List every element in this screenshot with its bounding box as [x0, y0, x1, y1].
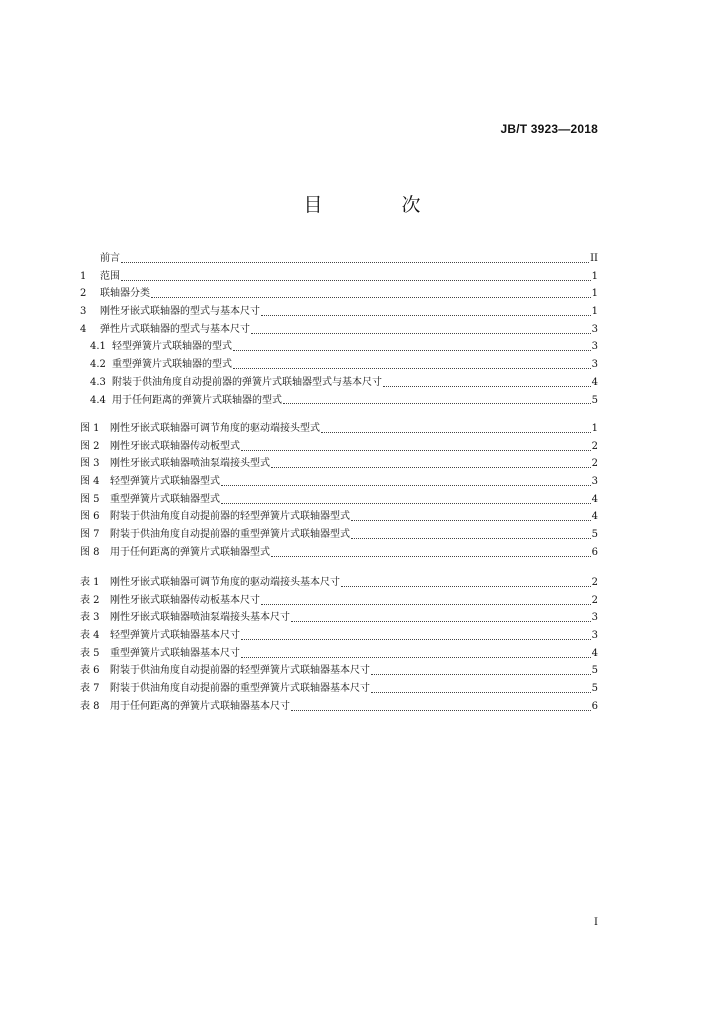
entry-title: 范围	[100, 270, 120, 282]
dot-leader	[321, 431, 591, 433]
entry-page: 3	[591, 476, 598, 488]
toc-entry[interactable]	[80, 392, 598, 410]
entry-page: 3	[591, 341, 598, 353]
dot-leader	[271, 555, 591, 557]
figure-entry[interactable]	[80, 544, 598, 562]
entry-number: 表 5	[80, 647, 100, 659]
entry-page: 3	[591, 323, 598, 335]
entry-page: 1	[591, 270, 598, 282]
entry-title: 轻型弹簧片式联轴器的型式	[112, 341, 232, 353]
entry-title: 刚性牙嵌式联轴器传动板型式	[110, 440, 240, 452]
entry-title: 重型弹簧片式联轴器型式	[110, 493, 220, 505]
entry-number: 2	[80, 288, 87, 300]
dot-leader	[241, 449, 591, 451]
dot-leader	[251, 332, 591, 334]
toc-entry[interactable]	[80, 374, 598, 392]
entry-title: 刚性牙嵌式联轴器喷油泵端接头基本尺寸	[110, 612, 290, 624]
entry-page: 5	[591, 394, 598, 406]
dot-leader	[351, 519, 591, 521]
table-entry[interactable]	[80, 574, 598, 592]
dot-leader	[151, 296, 591, 298]
dot-leader	[121, 261, 589, 263]
toc-entry[interactable]	[80, 250, 598, 268]
entry-title: 刚性牙嵌式联轴器可调节角度的驱动端接头型式	[110, 423, 320, 434]
dot-leader	[241, 638, 591, 640]
dot-leader	[233, 367, 591, 369]
entry-title: 用于任何距离的弹簧片式联轴器型式	[110, 546, 270, 558]
toc-entry[interactable]	[80, 303, 598, 321]
entry-title: 附装于供油角度自动提前器的轻型弹簧片式联轴器型式	[110, 511, 350, 523]
entry-title: 轻型弹簧片式联轴器型式	[110, 476, 220, 488]
entry-page: 3	[591, 359, 598, 371]
entry-number: 表 6	[80, 665, 100, 677]
dot-leader	[221, 484, 591, 486]
entry-title: 轻型弹簧片式联轴器基本尺寸	[110, 630, 240, 642]
entry-page: 2	[591, 458, 598, 470]
figure-entry[interactable]	[80, 473, 598, 491]
entry-page: 5	[591, 683, 598, 695]
entry-number: 4.3	[90, 376, 106, 388]
entry-page: 4	[591, 376, 598, 388]
entry-number: 图 4	[80, 476, 100, 488]
entry-number: 3	[80, 306, 87, 318]
entry-page: II	[590, 253, 598, 264]
entry-number: 4.2	[90, 359, 106, 371]
page-title: 目 次	[303, 194, 451, 216]
entry-page: 4	[591, 511, 598, 523]
page-number: I	[594, 917, 598, 928]
entry-page: 4	[591, 493, 598, 505]
entry-title: 附装于供油角度自动提前器的重型弹簧片式联轴器基本尺寸	[110, 683, 370, 695]
entry-page: 5	[591, 529, 598, 541]
dot-leader	[261, 314, 591, 316]
entry-title: 联轴器分类	[100, 288, 150, 300]
toc-entry[interactable]	[80, 321, 598, 339]
toc-tables	[80, 574, 598, 716]
entry-page: 1	[591, 306, 598, 318]
table-entry[interactable]	[80, 645, 598, 663]
dot-leader	[271, 466, 591, 468]
entry-number: 图 7	[80, 529, 100, 541]
toc-entry[interactable]	[80, 356, 598, 374]
entry-number: 图 3	[80, 458, 100, 470]
entry-number: 表 2	[80, 594, 100, 606]
entry-title: 刚性牙嵌式联轴器传动板基本尺寸	[110, 594, 260, 606]
entry-title: 重型弹簧片式联轴器的型式	[112, 359, 232, 371]
entry-title: 用于任何距离的弹簧片式联轴器的型式	[112, 394, 282, 406]
entry-number: 图 2	[80, 440, 100, 452]
table-entry[interactable]	[80, 592, 598, 610]
entry-title: 弹性片式联轴器的型式与基本尺寸	[100, 323, 250, 335]
entry-number: 图 5	[80, 493, 100, 505]
dot-leader	[383, 385, 591, 387]
entry-number: 表 4	[80, 630, 100, 642]
entry-number: 4.4	[90, 394, 106, 406]
entry-title: 刚性牙嵌式联轴器的型式与基本尺寸	[100, 306, 260, 318]
entry-title: 前言	[100, 253, 120, 264]
figure-entry[interactable]	[80, 420, 598, 438]
entry-page: 2	[591, 577, 598, 588]
entry-title: 附装于供油角度自动提前器的轻型弹簧片式联轴器基本尺寸	[110, 665, 370, 677]
entry-title: 刚性牙嵌式联轴器可调节角度的驱动端接头基本尺寸	[110, 577, 340, 588]
entry-title: 用于任何距离的弹簧片式联轴器基本尺寸	[110, 700, 290, 712]
entry-number: 表 7	[80, 683, 100, 695]
figure-entry[interactable]	[80, 526, 598, 544]
entry-title: 刚性牙嵌式联轴器喷油泵端接头型式	[110, 458, 270, 470]
dot-leader	[371, 691, 591, 693]
table-entry[interactable]	[80, 627, 598, 645]
figure-entry[interactable]	[80, 508, 598, 526]
entry-title: 重型弹簧片式联轴器基本尺寸	[110, 647, 240, 659]
toc-entry[interactable]	[80, 285, 598, 303]
dot-leader	[371, 673, 591, 675]
entry-number: 4	[80, 323, 87, 335]
entry-number: 图 8	[80, 546, 100, 558]
entry-number: 1	[80, 270, 87, 282]
toc-entry[interactable]	[80, 268, 598, 286]
dot-leader	[341, 585, 591, 587]
entry-page: 2	[591, 594, 598, 606]
table-entry[interactable]	[80, 609, 598, 627]
figure-entry[interactable]	[80, 491, 598, 509]
figure-entry[interactable]	[80, 438, 598, 456]
entry-page: 3	[591, 630, 598, 642]
toc-figures	[80, 420, 598, 562]
dot-leader	[261, 603, 591, 605]
dot-leader	[233, 349, 591, 351]
toc-entry[interactable]	[80, 338, 598, 356]
table-entry[interactable]	[80, 698, 598, 716]
dot-leader	[291, 620, 591, 622]
toc-sections	[80, 250, 598, 409]
entry-page: 6	[591, 700, 598, 712]
entry-number: 图 1	[80, 423, 100, 434]
entry-title: 附装于供油角度自动提前器的弹簧片式联轴器型式与基本尺寸	[112, 376, 382, 388]
entry-page: 6	[591, 546, 598, 558]
entry-page: 4	[591, 647, 598, 659]
entry-number: 表 3	[80, 612, 100, 624]
table-entry[interactable]	[80, 662, 598, 680]
entry-title: 附装于供油角度自动提前器的重型弹簧片式联轴器型式	[110, 529, 350, 541]
entry-page: 1	[591, 288, 598, 300]
dot-leader	[291, 709, 591, 711]
entry-page: 3	[591, 612, 598, 624]
dot-leader	[283, 402, 591, 404]
dot-leader	[351, 537, 591, 539]
standard-code: JB/T 3923—2018	[500, 122, 598, 136]
figure-entry[interactable]	[80, 455, 598, 473]
entry-number: 表 8	[80, 700, 100, 712]
entry-page: 5	[591, 665, 598, 677]
table-entry[interactable]	[80, 680, 598, 698]
entry-number: 4.1	[90, 341, 106, 353]
entry-number: 表 1	[80, 577, 100, 588]
entry-page: 2	[591, 440, 598, 452]
dot-leader	[221, 502, 591, 504]
entry-page: 1	[591, 423, 598, 434]
entry-number: 图 6	[80, 511, 100, 523]
dot-leader	[121, 279, 591, 281]
dot-leader	[241, 656, 591, 658]
